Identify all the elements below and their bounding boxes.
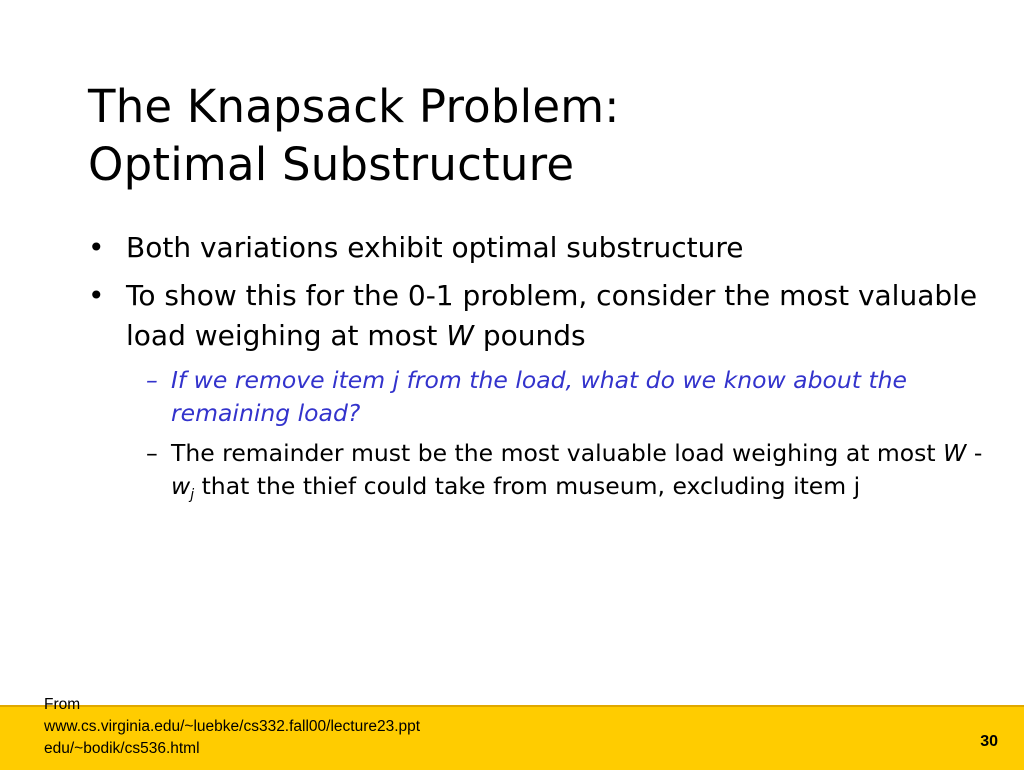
bullet-marker: •: [88, 231, 105, 264]
bullet-item: [88, 276, 988, 356]
sub-bullet-text: The remainder must be the most valuable load weighing at most: [171, 439, 944, 467]
slide-title-line-1: The Knapsack Problem:: [88, 80, 620, 133]
subscript-j-text: j: [190, 487, 195, 503]
slide-body: [88, 228, 988, 510]
sub-bullet-item: [146, 364, 988, 430]
variable-W: W: [943, 439, 967, 467]
sub-bullet-marker: –: [146, 366, 158, 394]
bullet-text: Both variations exhibit optimal substructure: [126, 231, 744, 264]
source-line-2: www.cs.virginia.edu/~luebke/cs332.fall00/lecture23.ppt: [44, 718, 421, 735]
sub-bullet-question: If we remove item j from the load, what do we know about the remaining load?: [171, 366, 908, 427]
slide-title: [88, 78, 620, 194]
bullet-text-end: pounds: [473, 319, 586, 352]
page-number: 30: [980, 733, 998, 750]
sub-bullet-marker: –: [146, 439, 158, 467]
bullet-item: [88, 228, 988, 268]
source-line-3: edu/~bodik/cs536.html: [44, 740, 200, 757]
sub-bullet-item: [146, 437, 988, 503]
source-note: [44, 694, 420, 760]
bullet-marker: •: [88, 279, 105, 312]
variable-w: w: [171, 472, 191, 500]
source-line-1: From: [44, 696, 81, 713]
sub-bullet-text-end: that the thief could take from museum, excluding item j: [194, 472, 861, 500]
bullet-variable: W: [446, 319, 474, 352]
bullet-text: To show this for the 0-1 problem, consider the most valuable load weighing at most: [126, 279, 978, 352]
minus-sign: -: [966, 439, 983, 467]
slide-title-line-2: Optimal Substructure: [88, 138, 575, 191]
